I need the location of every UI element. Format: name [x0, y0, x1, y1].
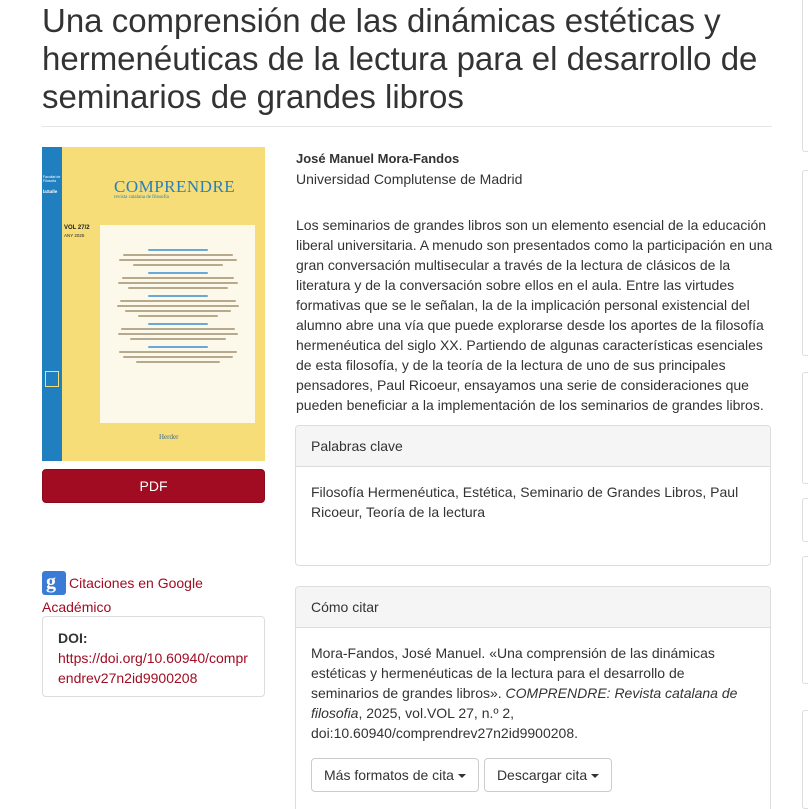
- citation-journal: COMPRENDRE: Revista catalana de filosofia: [311, 685, 738, 721]
- cover-faculty: Facultat de Filosofia: [43, 175, 61, 183]
- citation-heading: Cómo citar: [296, 587, 770, 628]
- side-card-edge: [802, 0, 808, 152]
- download-citation-button[interactable]: Descargar cita: [484, 758, 612, 792]
- side-card-edge: [802, 498, 808, 542]
- more-citation-formats-button[interactable]: Más formatos de cita: [311, 758, 479, 792]
- cover-contents-text: [112, 243, 244, 366]
- cover-publisher: Herder: [159, 433, 179, 441]
- side-card-edge: [802, 710, 808, 809]
- google-scholar-link-text[interactable]: Citaciones en Google Académico: [42, 575, 203, 615]
- keywords-panel: [295, 425, 771, 566]
- cover-side-band: [42, 147, 62, 461]
- doi-label: DOI:: [58, 630, 88, 646]
- doi-panel: [42, 616, 265, 697]
- cover-volume-number: VOL 27/2: [64, 225, 90, 231]
- side-card-edge: [802, 372, 808, 484]
- cover-subtitle: revista catalana de filosofia: [114, 195, 169, 200]
- article-abstract: Los seminarios de grandes libros son un elemento esencial de la educación liberal universitaria. A menudo son presentados como la participación en una gran conversación multisecular a través de la lectura de clásicos de la literatura y de la conversación sobre ellos en el aula. Entre las virtudes formativas que se le señalan, la de la implicación personal existencial del alumno abre una vía que puede explorarse desde los aportes de la filosofía hermenéutica del siglo XX. Partiendo de algunas características esenciales de esta filosofía, y de la teoría de la lectura de uno de sus principales pensadores, Paul Ricoeur, ensayamos una serie de consideraciones que pueden beneficiar a la implementación de los seminarios de grandes libros.: [296, 217, 773, 413]
- side-card-edge: [802, 170, 808, 356]
- cover-lasalle: laSalle: [43, 189, 58, 194]
- citation-panel: [295, 586, 771, 809]
- cover-volume: [64, 225, 90, 239]
- keywords-heading: Palabras clave: [296, 426, 770, 467]
- chevron-down-icon: [591, 774, 599, 778]
- google-scholar-link[interactable]: [42, 571, 272, 619]
- journal-cover-image[interactable]: [42, 147, 265, 461]
- chevron-down-icon: [458, 774, 466, 778]
- citation-text: Mora-Fandos, José Manuel. «Una comprensión de las dinámicas estéticas y hermenéuticas de la lectura para el desarrollo de seminarios de grandes libros». COMPRENDRE: Revista catalana de filosofia, 2025, vol.VOL 27, n.º 2, doi:10.60940/comprendrev27n2id9900208.: [311, 645, 738, 741]
- side-card-edge: [802, 556, 808, 684]
- keywords-text: Filosofía Hermenéutica, Estética, Seminario de Grandes Libros, Paul Ricoeur, Teoría de la lectura: [311, 484, 739, 520]
- pdf-download-button[interactable]: PDF: [42, 469, 265, 503]
- google-scholar-icon: g: [42, 571, 66, 595]
- cover-emblem-icon: [45, 371, 59, 387]
- cover-year: ANY 2025: [64, 233, 85, 238]
- cover-brand: COMPRENDRE: [114, 177, 236, 196]
- author-affiliation: Universidad Complutense de Madrid: [296, 171, 523, 187]
- doi-link[interactable]: https://doi.org/10.60940/comprendrev27n2id9900208: [58, 650, 248, 686]
- title-divider: [42, 126, 772, 127]
- page-title: Una comprensión de las dinámicas estéticas y hermenéuticas de la lectura para el desarrollo de seminarios de grandes libros: [42, 2, 758, 115]
- author-name: José Manuel Mora-Fandos: [296, 151, 460, 166]
